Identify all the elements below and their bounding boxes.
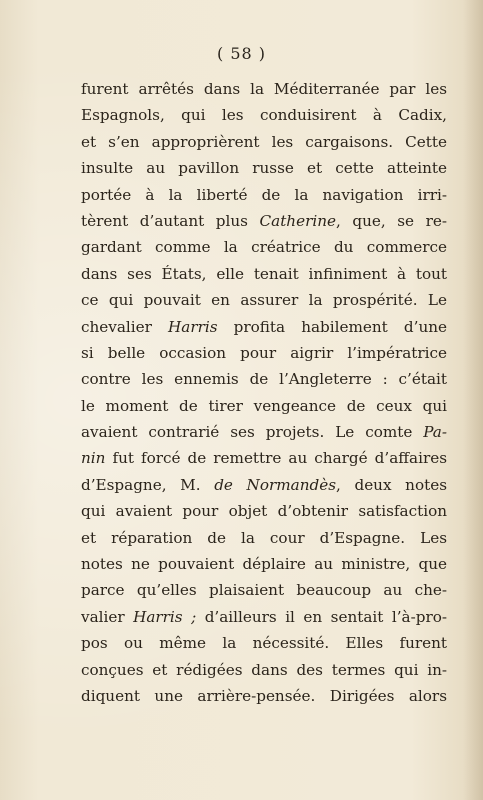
text-run: conçues et rédigées dans des termes qui in- [81,660,447,679]
text-run: qui avaient pour objet d’obtenir satisfaction [81,502,447,521]
text-run: d’Espagne, M. [81,475,215,494]
text-run: contre les ennemis de l’Angleterre : c’était [81,370,447,389]
text-run: ce qui pouvait en assurer la prospérité. Le [81,291,447,310]
text-line [81,340,447,366]
text-line [81,551,447,577]
text-line [81,155,447,181]
text-run: , que, se re- [335,211,447,230]
text-run: Espagnols, qui les conduisirent à Cadix, [81,106,447,125]
text-line [81,577,447,603]
text-line [81,314,447,340]
italic-name: Pa- [423,423,447,442]
text-line [81,683,447,709]
text-line [81,76,447,102]
text-run: profita habilement d’une [217,317,447,336]
text-line [81,445,447,471]
text-line [81,182,447,208]
text-line [81,604,447,630]
text-run: chevalier [81,317,169,336]
text-run: dans ses États, elle tenait infiniment à tout [81,264,447,283]
text-line [81,657,447,683]
text-line [81,419,447,445]
italic-name: de Normandès [214,475,336,494]
text-run: si belle occasion pour aigrir l’impératrice [81,343,447,362]
text-line [81,366,447,392]
text-line [81,129,447,155]
text-run: notes ne pouvaient déplaire au ministre, que [81,555,447,574]
text-line [81,234,447,260]
text-run: gardant comme la créatrice du commerce [81,238,447,257]
text-line [81,261,447,287]
text-line [81,287,447,313]
text-line [81,472,447,498]
text-line [81,630,447,656]
text-run: fut forcé de remettre au chargé d’affaires [105,449,447,468]
italic-name: nin [81,449,106,468]
page-edge-shadow [463,0,483,800]
body-text [81,76,447,709]
text-line [81,393,447,419]
text-line [81,498,447,524]
text-run: furent arrêtés dans la Méditerranée par les [81,80,447,98]
italic-name: Catherine [259,211,336,230]
italic-name: Harris ; [133,607,197,626]
text-run: d’ailleurs il en sentait l’à-pro- [196,607,447,626]
page-number: ( 58 ) [216,44,266,63]
text-line [81,102,447,128]
text-run: pos ou même la nécessité. Elles furent [81,634,447,653]
text-run: le moment de tirer vengeance de ceux qui [81,396,447,415]
text-run: diquent une arrière-pensée. Dirigées alors [81,686,447,705]
text-run: avaient contrarié ses projets. Le comte [81,423,424,442]
text-run: portée à la liberté de la navigation irri- [81,185,447,204]
text-run: , deux notes [336,475,447,494]
text-run: insulte au pavillon russe et cette atteinte [81,159,447,178]
text-run: tèrent d’autant plus [81,211,260,230]
text-run: valier [81,607,134,626]
italic-name: Harris [168,317,218,336]
text-line [81,525,447,551]
text-run: parce qu’elles plaisaient beaucoup au che- [81,581,447,600]
text-run: et s’en approprièrent les cargaisons. Cette [81,132,447,151]
text-run: et réparation de la cour d’Espagne. Les [81,528,447,547]
text-line [81,208,447,234]
